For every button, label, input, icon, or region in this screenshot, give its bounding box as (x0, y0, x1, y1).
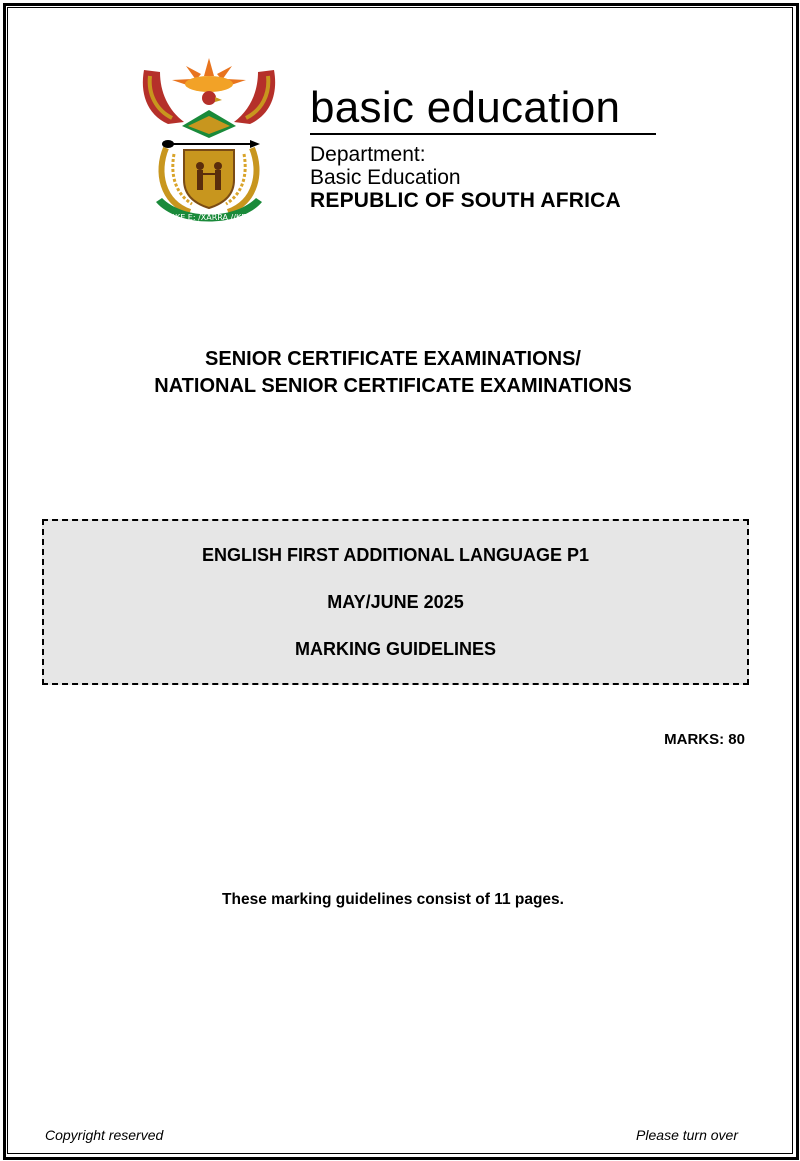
brand-title: basic education (310, 83, 621, 132)
footer-turn-over: Please turn over (636, 1127, 738, 1143)
exam-title (0, 346, 786, 400)
total-marks: MARKS: 80 (664, 731, 745, 748)
exam-session: MAY/JUNE 2025 (327, 592, 464, 612)
department-branding (310, 84, 660, 212)
coat-of-arms-icon (138, 52, 280, 230)
brand-divider (310, 133, 656, 135)
country-name: REPUBLIC OF SOUTH AFRICA (310, 189, 621, 212)
exam-title-line-1: SENIOR CERTIFICATE EXAMINATIONS/ (205, 348, 581, 370)
subject-box (42, 519, 749, 685)
crest-motto: !KE E: /XARRA //KE (171, 213, 247, 222)
document-type: MARKING GUIDELINES (294, 639, 496, 659)
footer-copyright: Copyright reserved (45, 1127, 164, 1143)
page-count-note: These marking guidelines consist of 11 pages. (222, 891, 564, 908)
department-name: Basic Education (310, 166, 461, 189)
department-label: Department: (310, 143, 426, 166)
subject-name: ENGLISH FIRST ADDITIONAL LANGUAGE P1 (201, 545, 590, 565)
exam-title-line-2: NATIONAL SENIOR CERTIFICATE EXAMINATIONS (154, 375, 632, 397)
